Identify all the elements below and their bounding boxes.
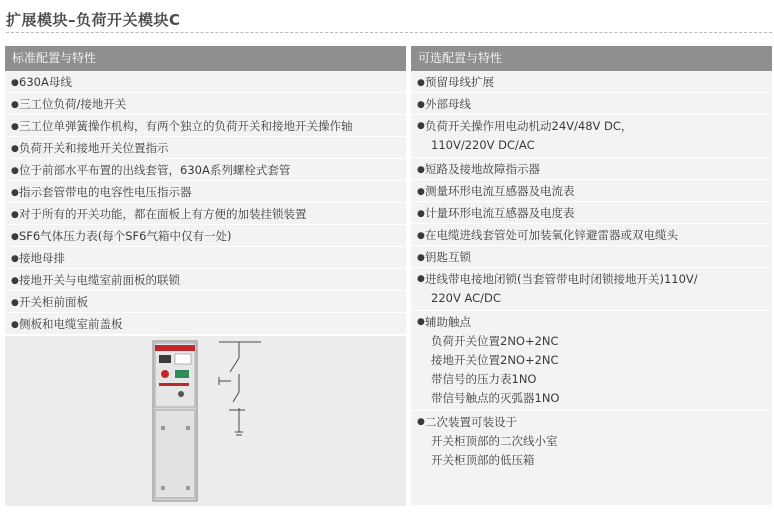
standard-feature-item xyxy=(5,291,406,313)
bullet-icon: ● xyxy=(11,275,19,286)
optional-feature-line: 外部母线 xyxy=(425,97,471,111)
optional-features-list xyxy=(411,71,772,506)
optional-features-header: 可选配置与特性 xyxy=(411,46,772,71)
standard-feature-item xyxy=(5,247,406,269)
standard-feature-text: 接地开关与电缆室前面板的联锁 xyxy=(19,273,180,287)
standard-features-list xyxy=(5,71,406,335)
standard-feature-item xyxy=(5,269,406,291)
optional-feature-line: 钥匙互锁 xyxy=(425,250,471,264)
bullet-icon: ● xyxy=(11,319,19,330)
bullet-icon: ● xyxy=(11,231,19,242)
optional-feature-item xyxy=(411,180,772,202)
optional-feature-line: 辅助触点 xyxy=(425,315,471,329)
indicator-display-icon xyxy=(159,355,171,363)
padlock-point-icon xyxy=(178,391,184,397)
optional-feature-text xyxy=(417,224,772,247)
optional-feature-subline: 开关柜顶部的低压箱 xyxy=(431,453,535,467)
bullet-icon: ● xyxy=(417,274,425,284)
standard-feature-text: 指示套管带电的电容性电压指示器 xyxy=(19,185,192,199)
bullet-icon: ● xyxy=(417,164,425,175)
optional-feature-item xyxy=(411,93,772,115)
cabinet-lower-panel xyxy=(155,410,195,498)
standard-feature-text: SF6气体压力表(每个SF6气箱中仅有一处) xyxy=(19,229,232,243)
optional-feature-text xyxy=(417,270,772,289)
standard-feature-item xyxy=(5,159,406,181)
page-title: 扩展模块–负荷开关模块C xyxy=(6,11,181,29)
optional-feature-subline: 负荷开关位置2NO+2NC xyxy=(431,334,559,348)
optional-feature-item xyxy=(411,246,772,268)
bullet-icon: ● xyxy=(11,165,19,176)
standard-feature-text: 三工位单弹簧操作机构，有两个独立的负荷开关和接地开关操作轴 xyxy=(19,119,353,133)
standard-feature-text: 位于前部水平布置的出线套管，630A系列螺栓式套管 xyxy=(19,163,291,177)
standard-feature-item xyxy=(5,181,406,203)
optional-feature-item xyxy=(411,268,772,311)
bullet-icon: ● xyxy=(417,121,425,131)
standard-feature-text: 开关柜前面板 xyxy=(19,295,88,309)
title-divider xyxy=(6,32,772,33)
single-line-diagram xyxy=(219,342,261,435)
standard-feature-text: 对于所有的开关功能，都在面板上有方便的加装挂锁装置 xyxy=(19,207,307,221)
standard-features-header: 标准配置与特性 xyxy=(5,46,406,71)
optional-feature-text xyxy=(417,413,772,432)
optional-feature-line: 计量环形电流互感器及电度表 xyxy=(425,206,575,220)
bullet-icon: ● xyxy=(417,252,425,263)
status-indicator-icon xyxy=(175,370,189,378)
cabinet-illustration xyxy=(5,336,406,504)
standard-feature-text: 侧板和电缆室前盖板 xyxy=(19,317,123,331)
optional-feature-text xyxy=(417,117,772,136)
bullet-icon: ● xyxy=(417,317,425,327)
panel-screw-icon xyxy=(186,486,190,490)
panel-screw-icon xyxy=(161,486,165,490)
optional-feature-text xyxy=(417,71,772,94)
optional-feature-subline: 带信号的压力表1NO xyxy=(431,372,537,386)
panel-red-band xyxy=(155,345,195,351)
optional-feature-text xyxy=(417,313,772,332)
mimic-line-icon xyxy=(159,383,189,386)
standard-feature-item xyxy=(5,225,406,247)
bullet-icon: ● xyxy=(11,209,19,220)
panel-screw-icon xyxy=(186,426,190,430)
optional-feature-item xyxy=(411,71,772,93)
bullet-icon: ● xyxy=(11,121,19,132)
cabinet-illustration-panel xyxy=(5,335,406,506)
optional-feature-line: 预留母线扩展 xyxy=(425,75,494,89)
bullet-icon: ● xyxy=(11,99,19,110)
optional-feature-line: 短路及接地故障指示器 xyxy=(425,162,540,176)
standard-feature-text: 负荷开关和接地开关位置指示 xyxy=(19,141,169,155)
optional-feature-subline: 开关柜顶部的二次线小室 xyxy=(431,434,558,448)
bullet-icon: ● xyxy=(417,417,425,427)
standard-features-column xyxy=(5,46,406,506)
optional-feature-line: 测量环形电流互感器及电流表 xyxy=(425,184,575,198)
optional-feature-line: 进线带电接地闭锁(当套管带电时闭锁接地开关)110V/ xyxy=(425,272,698,286)
bullet-icon: ● xyxy=(417,186,425,197)
standard-feature-item xyxy=(5,137,406,159)
optional-feature-item xyxy=(411,158,772,180)
optional-feature-line: 在电缆进线套管处可加装氧化锌避雷器或双电缆头 xyxy=(425,228,678,242)
optional-feature-text xyxy=(417,180,772,203)
operating-hole-icon xyxy=(161,370,169,378)
standard-feature-text: 630A母线 xyxy=(19,75,72,89)
optional-feature-item xyxy=(411,115,772,158)
standard-feature-text: 三工位负荷/接地开关 xyxy=(19,97,127,111)
standard-feature-item xyxy=(5,203,406,225)
standard-feature-item xyxy=(5,313,406,335)
bullet-icon: ● xyxy=(417,99,425,110)
optional-feature-line: 二次装置可装设于 xyxy=(425,415,517,429)
optional-feature-subline: 接地开关位置2NO+2NC xyxy=(431,353,559,367)
optional-feature-subline: 带信号触点的灭弧器1NO xyxy=(431,391,560,405)
standard-feature-text: 接地母排 xyxy=(19,251,65,265)
bullet-icon: ● xyxy=(11,187,19,198)
optional-feature-item xyxy=(411,224,772,246)
optional-feature-item xyxy=(411,411,772,506)
optional-feature-subline: 220V AC/DC xyxy=(431,291,501,305)
spec-table xyxy=(5,46,772,506)
standard-feature-item xyxy=(5,115,406,137)
bullet-icon: ● xyxy=(417,230,425,241)
optional-feature-text xyxy=(417,202,772,225)
standard-feature-item xyxy=(5,71,406,93)
bullet-icon: ● xyxy=(11,77,19,88)
optional-feature-text xyxy=(417,93,772,116)
optional-feature-item xyxy=(411,311,772,411)
optional-features-column xyxy=(411,46,772,506)
bullet-icon: ● xyxy=(11,253,19,264)
gauge-window-icon xyxy=(175,354,191,364)
bullet-icon: ● xyxy=(417,208,425,219)
optional-feature-line: 负荷开关操作用电动机动24V/48V DC， xyxy=(425,119,633,133)
bullet-icon: ● xyxy=(417,77,425,88)
optional-feature-text xyxy=(417,246,772,269)
optional-feature-text xyxy=(417,158,772,181)
optional-feature-subline: 110V/220V DC/AC xyxy=(431,138,535,152)
bullet-icon: ● xyxy=(11,297,19,308)
optional-feature-item xyxy=(411,202,772,224)
bullet-icon: ● xyxy=(11,143,19,154)
panel-screw-icon xyxy=(161,426,165,430)
standard-feature-item xyxy=(5,93,406,115)
